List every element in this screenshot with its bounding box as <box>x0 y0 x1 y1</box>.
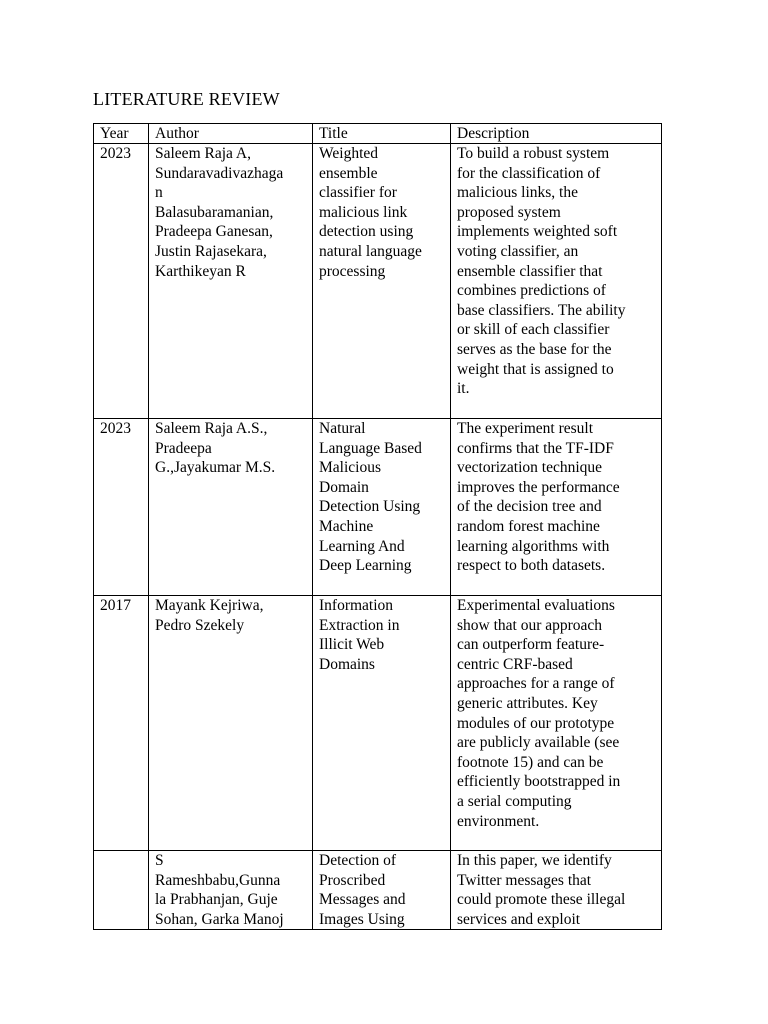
header-title: Title <box>319 125 348 142</box>
cell-year: 2023 <box>100 145 131 162</box>
cell-author: Saleem Raja A.S., Pradeepa G.,Jayakumar M.S. <box>155 420 276 477</box>
header-description: Description <box>457 125 530 142</box>
cell-description: In this paper, we identify Twitter messages that could promote these illegal services and exploit <box>457 852 626 928</box>
header-author: Author <box>155 125 199 142</box>
cell-title: Detection of Proscribed Messages and Images Using <box>319 852 406 928</box>
cell-title: Information Extraction in Illicit Web Domains <box>319 597 400 673</box>
cell-description: To build a robust system for the classification of malicious links, the proposed system implements weighted soft voting classifier, an ensemble classifier that combines predictions of base classifiers. The ability or skill of each classifier serves as the base for the weight that is assigned to it. <box>457 145 626 398</box>
cell-description: Experimental evaluations show that our approach can outperform feature- centric CRF-based approaches for a range of generic attributes. Key modules of our prototype are publicly available (see footnote 15) and can be efficiently bootstrapped in a serial computing environment. <box>457 597 621 830</box>
cell-author: Mayank Kejriwa, Pedro Szekely <box>155 597 264 634</box>
literature-table <box>93 123 662 930</box>
page-title: LITERATURE REVIEW <box>93 89 280 109</box>
cell-title: Weighted ensemble classifier for malicious link detection using natural language processing <box>319 145 422 280</box>
cell-year: 2017 <box>100 597 131 614</box>
header-year: Year <box>100 125 129 142</box>
cell-title: Natural Language Based Malicious Domain Detection Using Machine Learning And Deep Learning <box>319 420 422 575</box>
cell-author: Saleem Raja A, Sundaravadivazhaga n Balasubaramanian, Pradeepa Ganesan, Justin Rajasekara, Karthikeyan R <box>155 145 284 280</box>
cell-author: S Rameshbabu,Gunna la Prabhanjan, Guje Sohan, Garka Manoj <box>155 852 284 928</box>
cell-year: 2023 <box>100 420 131 437</box>
column-divider <box>312 124 313 929</box>
cell-description: The experiment result confirms that the TF-IDF vectorization technique improves the performance of the decision tree and random forest machine learning algorithms with respect to both datasets. <box>457 420 620 575</box>
column-divider <box>450 124 451 929</box>
column-divider <box>148 124 149 929</box>
